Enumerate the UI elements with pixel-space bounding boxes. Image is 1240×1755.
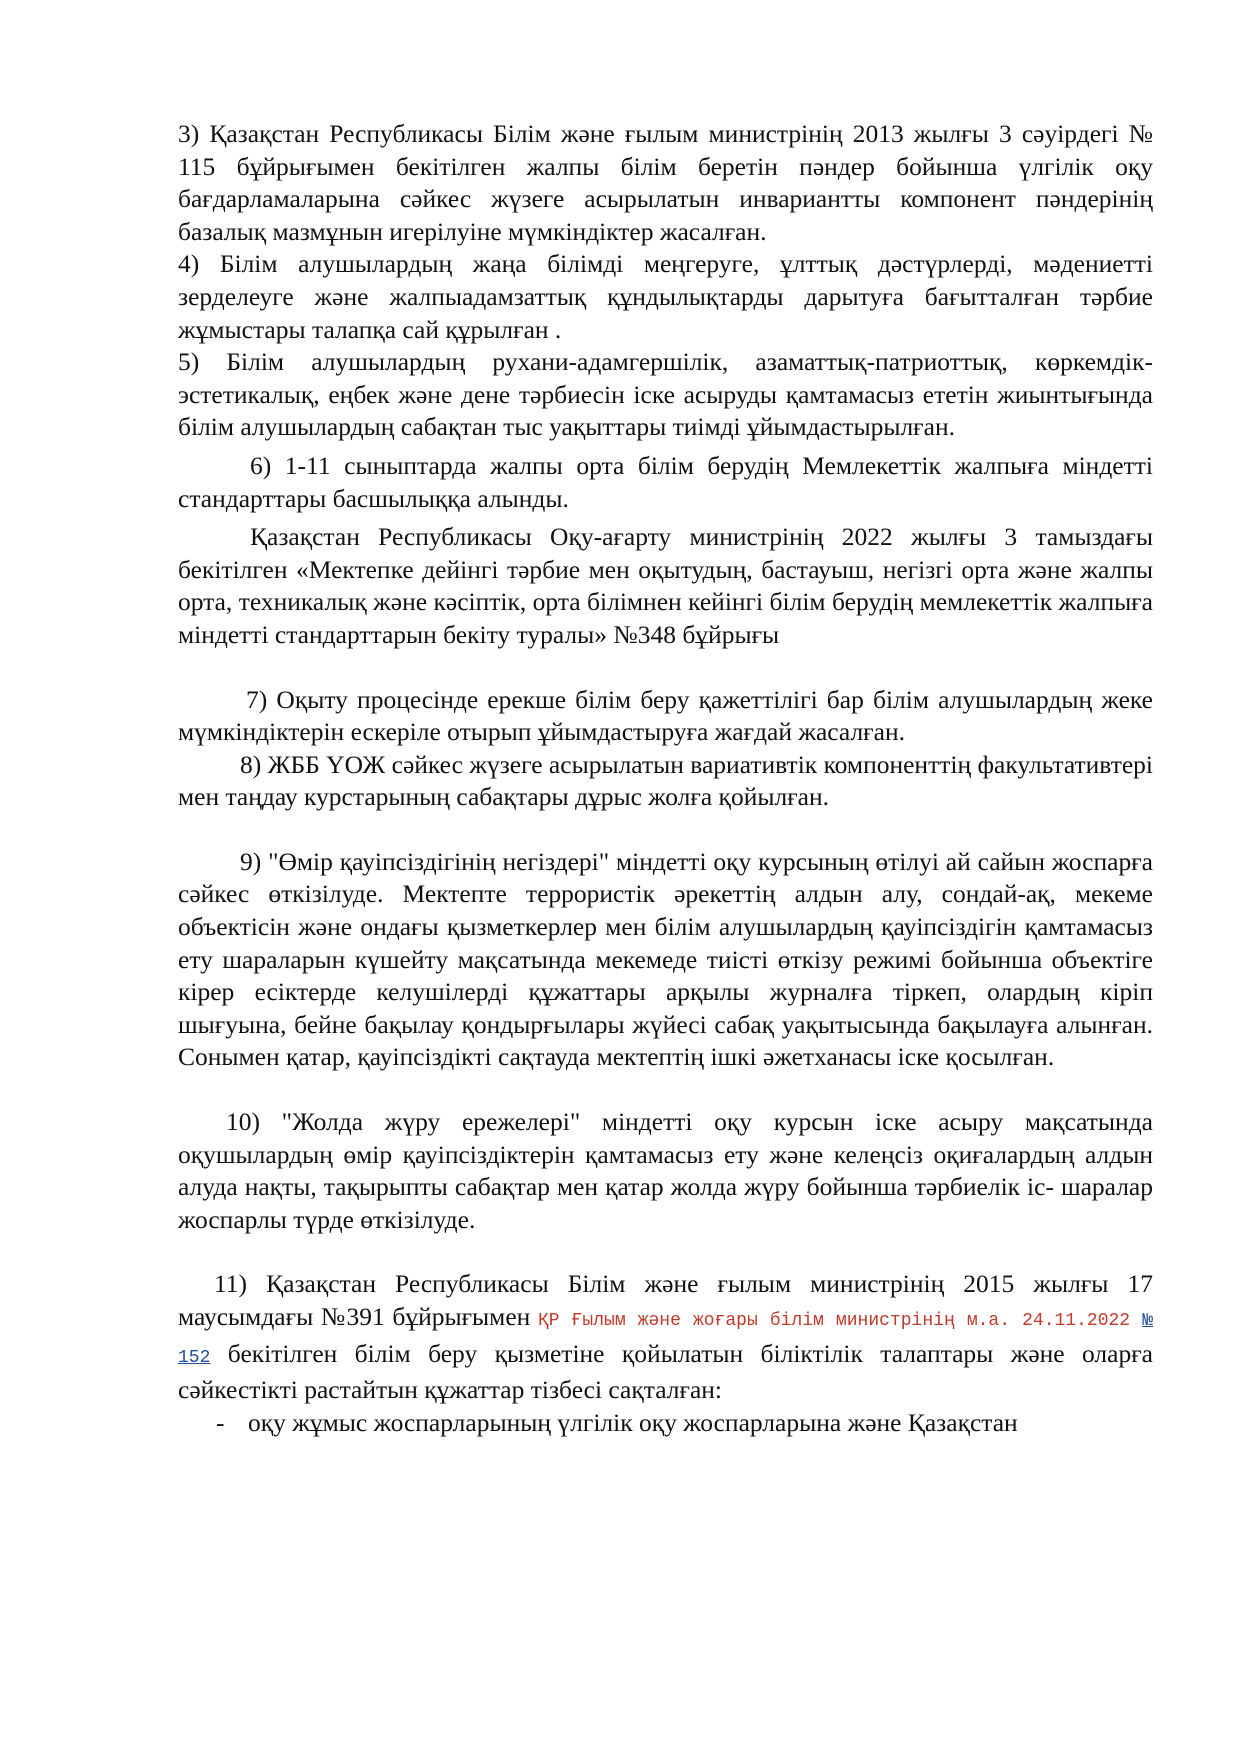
spacer bbox=[178, 1074, 1153, 1106]
list-item bbox=[178, 1407, 1153, 1440]
paragraph-5: 5) Білім алушылардың рухани-адамгершілік, азаматтық-патриоттық, көркемдік-эстетикалық, еңбек және дене тәрбиесін іске асыруды қамтамасыз ететін жиынтығында білім алушылардың сабақтан тыс уақыттары тиімді ұйымдастырылған. bbox=[178, 347, 1153, 442]
paragraph-4: 4) Білім алушылардың жаңа білімді меңгеруге, ұлттық дәстүрлерді, мәдениетті зерделеуге және жалпыадамзаттық құндылықтарды дарытуға бағытталған тәрбие жұмыстары талапқа сай құрылған . bbox=[178, 249, 1153, 344]
paragraph-11-end: бекітілген білім беру қызметіне қойылатын біліктілік талаптары және оларға сәйкестікті растайтын құжаттар тізбесі сақталған: bbox=[178, 1338, 1153, 1405]
paragraph-8: 8) ЖББ ҮОЖ сәйкес жүзеге асырылатын вариативтік компоненттің факультативтері мен таңдау курстарының сабақтары дұрыс жолға қойылған. bbox=[178, 749, 1153, 812]
amendment-link[interactable]: № 152 bbox=[178, 1311, 1153, 1368]
paragraph-7: 7) Оқыту процесінде ерекше білім беру қажеттілігі бар білім алушылардың жеке мүмкіндіктерін ескеріле отырып ұйымдастыруға жағдай жасалған. bbox=[178, 684, 1153, 747]
paragraph-10: 10) "Жолда жүру ережелері" міндетті оқу курсын іске асыру мақсатында оқушылардың өмір қауіпсіздіктерін қамтамасыз ету және келеңсіз оқиғалардың алдын алуда нақты, тақырыпты сабақтар мен қатар жолда жүру бойынша тәрбиелік іс- шаралар жоспарлы түрде өткізілуде. bbox=[178, 1107, 1153, 1234]
paragraph-6: 6) 1-11 сыныптарда жалпы орта білім берудің Мемлекеттік жалпыға міндетті стандарттары басшылыққа алынды. bbox=[178, 450, 1153, 513]
bullet-dash: - bbox=[216, 1407, 225, 1437]
spacer bbox=[178, 652, 1153, 684]
paragraph-11 bbox=[178, 1268, 1153, 1406]
paragraph-11-start: 11) Қазақстан Республикасы Білім және ғылым министрінің 2015 жылғы 17 маусымдағы №391 бұйрығымен bbox=[178, 1269, 1153, 1331]
paragraph-3: 3) Қазақстан Республикасы Білім және ғылым министрінің 2013 жылғы 3 сәуірдегі № 115 бұйрығымен бекітілген жалпы білім беретін пәндер бойынша үлгілік оқу бағдарламаларына сәйкес жүзеге асырылатын инвариантты компонент пәндерінің базалық мазмұнын игерілуіне мүмкіндіктер жасалған. bbox=[178, 119, 1153, 246]
paragraph-6-order: Қазақстан Республикасы Оқу-ағарту министрінің 2022 жылғы 3 тамыздағы бекітілген «Мектепке дейінгі тәрбие мен оқытудың, бастауыш, негізгі орта және жалпы орта, техникалық және кәсіптік, орта білімнен кейінгі білім берудің мемлекеттік жалпыға міндетті стандарттарын бекіту туралы» №348 бұйрығы bbox=[178, 522, 1153, 649]
spacer bbox=[178, 1236, 1153, 1268]
bullet-text: оқу жұмыс жоспарларының үлгілік оқу жоспарларына және Қазақстан bbox=[248, 1407, 1018, 1437]
paragraph-9: 9) "Өмір қауіпсіздігінің негіздері" міндетті оқу курсының өтілуі ай сайын жоспарға сәйкес өткізілуде. Мектепте террористік әрекеттің алдын алу, сондай-ақ, мекеме объектісін және ондағы қызметкерлер мен білім алушылардың қауіпсіздігін қамтамасыз ету шараларын күшейту мақсатында мекемеде тиісті өткізу режимі бойынша объектіге кірер есіктерде келушілерді құжаттары арқылы журналға тіркеп, олардың кіріп шығуына, бейне бақылау қондырғылары жүйесі сабақ уақытысында бақылауға алынған. Сонымен қатар, қауіпсіздікті сақтауда мектептің ішкі әжетханасы іске қосылған. bbox=[178, 846, 1153, 1072]
amendment-note: ҚР Ғылым және жоғары білім министрінің м.а. 24.11.2022 bbox=[537, 1311, 1143, 1331]
spacer bbox=[178, 814, 1153, 846]
document-page bbox=[178, 118, 1153, 1439]
